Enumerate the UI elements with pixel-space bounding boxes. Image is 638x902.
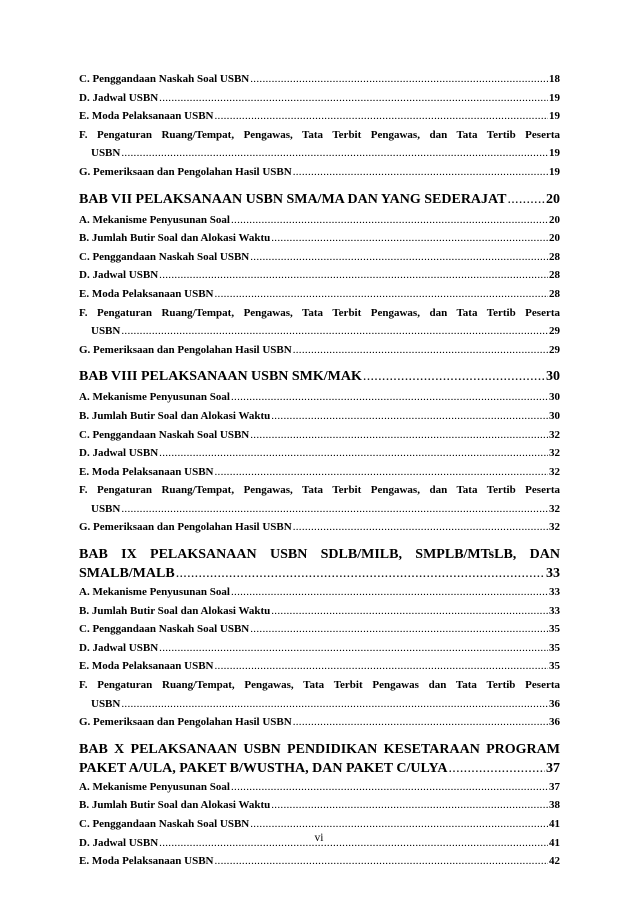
toc-entry-page: 28 (549, 287, 560, 300)
dot-leader (250, 70, 548, 89)
toc-entry-label: F. Pengaturan Ruang/Tempat, Pengawas, Tata Terbit Pengawas, dan Tata Tertib Peserta (79, 306, 560, 319)
dot-leader (214, 852, 548, 871)
dot-leader (293, 518, 548, 537)
chapter-page: 30 (546, 369, 560, 385)
toc-entry-label: C. Penggandaan Naskah Soal USBN (79, 623, 250, 636)
chapter-page: 33 (546, 566, 560, 582)
toc-entry-label: F. Pengaturan Ruang/Tempat, Pengawas, Tata Terbit Pengawas, dan Tata Tertib Peserta (79, 484, 560, 497)
toc-entry[interactable] (79, 341, 560, 360)
dot-leader (121, 695, 548, 714)
dot-leader (271, 229, 548, 248)
toc-entry-wrapped[interactable] (79, 126, 560, 163)
table-of-contents (79, 70, 560, 871)
chapter-title: BAB X PELAKSANAAN USBN PENDIDIKAN KESETARAAN PROGRAM (79, 741, 560, 757)
toc-entry-page: 19 (549, 147, 560, 160)
dot-leader (271, 407, 548, 426)
toc-entry-page: 30 (549, 409, 560, 422)
toc-entry-wrapped[interactable] (79, 304, 560, 341)
toc-entry-page: 32 (549, 428, 560, 441)
toc-entry-page: 41 (549, 836, 560, 849)
toc-entry-label: A. Mekanisme Penyusunan Soal (79, 780, 230, 793)
toc-entry-label: B. Jumlah Butir Soal dan Alokasi Waktu (79, 409, 271, 422)
dot-leader (121, 500, 548, 519)
toc-entry[interactable] (79, 713, 560, 732)
toc-entry-page: 20 (549, 213, 560, 226)
toc-entry[interactable] (79, 518, 560, 537)
dot-leader (293, 713, 548, 732)
toc-entry-label: A. Mekanisme Penyusunan Soal (79, 213, 230, 226)
toc-entry-label: B. Jumlah Butir Soal dan Alokasi Waktu (79, 799, 271, 812)
dot-leader (214, 285, 548, 304)
toc-entry-page: 30 (549, 391, 560, 404)
dot-leader (214, 107, 548, 126)
toc-entry[interactable] (79, 657, 560, 676)
dot-leader (159, 444, 548, 463)
toc-entry-wrapped[interactable] (79, 676, 560, 713)
toc-entry-label: C. Penggandaan Naskah Soal USBN (79, 250, 250, 263)
toc-entry[interactable] (79, 778, 560, 797)
toc-entry-label: F. Pengaturan Ruang/Tempat, Pengawas, Tata Terbit Pengawas dan Tata Tertib Peserta (79, 679, 560, 692)
toc-entry-page: 28 (549, 269, 560, 282)
toc-entry-page: 29 (549, 343, 560, 356)
chapter-title: BAB VII PELAKSANAAN USBN SMA/MA DAN YANG SEDERAJAT (79, 191, 507, 207)
toc-entry[interactable] (79, 852, 560, 871)
toc-entry[interactable] (79, 266, 560, 285)
toc-entry[interactable] (79, 602, 560, 621)
dot-leader (507, 190, 545, 209)
toc-entry-label: D. Jadwal USBN (79, 269, 159, 282)
toc-entry-label: C. Penggandaan Naskah Soal USBN (79, 818, 250, 830)
toc-entry[interactable] (79, 70, 560, 89)
toc-entry-page: 33 (549, 604, 560, 617)
toc-entry-page: 28 (549, 250, 560, 263)
toc-entry[interactable] (79, 426, 560, 445)
toc-entry-page: 32 (549, 465, 560, 478)
chapter-page: 20 (546, 191, 560, 207)
dot-leader (250, 426, 548, 445)
toc-entry[interactable] (79, 248, 560, 267)
toc-entry-page: 19 (549, 110, 560, 123)
toc-entry[interactable] (79, 229, 560, 248)
dot-leader (159, 89, 548, 108)
toc-entry-wrapped[interactable] (79, 481, 560, 518)
toc-chapter-bab-vii[interactable] (79, 190, 560, 209)
toc-entry[interactable] (79, 583, 560, 602)
dot-leader (231, 583, 548, 602)
toc-entry-page: 41 (549, 818, 560, 830)
toc-entry-page: 29 (549, 325, 560, 338)
toc-entry-label: A. Mekanisme Penyusunan Soal (79, 586, 230, 599)
chapter-title: BAB VIII PELAKSANAAN USBN SMK/MAK (79, 369, 362, 385)
toc-entry[interactable] (79, 796, 560, 815)
toc-entry-label: D. Jadwal USBN (79, 836, 159, 849)
toc-entry-label: B. Jumlah Butir Soal dan Alokasi Waktu (79, 232, 271, 245)
dot-leader (448, 759, 545, 778)
toc-entry-label: G. Pemeriksaan dan Pengolahan Hasil USBN (79, 716, 292, 729)
toc-entry-label: G. Pemeriksaan dan Pengolahan Hasil USBN (79, 343, 292, 356)
toc-entry-page: 42 (549, 855, 560, 868)
toc-entry-label: E. Moda Pelaksanaan USBN (79, 660, 214, 673)
dot-leader (231, 778, 548, 797)
toc-entry[interactable] (79, 211, 560, 230)
toc-entry-page: 38 (549, 799, 560, 812)
dot-leader (250, 248, 548, 267)
chapter-title-cont: PAKET A/ULA, PAKET B/WUSTHA, DAN PAKET C/ULYA (79, 760, 448, 776)
toc-entry-label: A. Mekanisme Penyusunan Soal (79, 391, 230, 404)
toc-entry-label: E. Moda Pelaksanaan USBN (79, 855, 214, 868)
toc-entry-label: D. Jadwal USBN (79, 641, 159, 654)
dot-leader (159, 266, 548, 285)
dot-leader (214, 463, 548, 482)
toc-entry-label-cont: USBN (91, 325, 121, 338)
toc-chapter-bab-x[interactable] (79, 740, 560, 778)
toc-entry[interactable] (79, 639, 560, 658)
dot-leader (293, 163, 548, 182)
toc-entry-label: E. Moda Pelaksanaan USBN (79, 110, 214, 123)
toc-entry[interactable] (79, 107, 560, 126)
toc-entry[interactable] (79, 463, 560, 482)
dot-leader (231, 211, 548, 230)
dot-leader (121, 144, 548, 163)
toc-entry-page: 18 (549, 73, 560, 85)
toc-entry-page: 19 (549, 91, 560, 104)
toc-chapter-bab-ix[interactable] (79, 545, 560, 583)
dot-leader (214, 657, 548, 676)
toc-entry-page: 36 (549, 716, 560, 729)
toc-entry-page: 32 (549, 502, 560, 515)
toc-entry[interactable] (79, 89, 560, 108)
dot-leader (363, 367, 545, 386)
dot-leader (159, 639, 548, 658)
toc-entry-page: 37 (549, 780, 560, 793)
toc-entry-label: G. Pemeriksaan dan Pengolahan Hasil USBN (79, 165, 292, 178)
toc-entry-page: 20 (549, 232, 560, 245)
toc-entry[interactable] (79, 620, 560, 639)
chapter-title: BAB IX PELAKSANAAN USBN SDLB/MILB, SMPLB/MTsLB, DAN (79, 547, 560, 563)
dot-leader (231, 388, 548, 407)
toc-entry-page: 19 (549, 165, 560, 178)
dot-leader (250, 815, 548, 834)
toc-entry-label: E. Moda Pelaksanaan USBN (79, 465, 214, 478)
dot-leader (121, 322, 548, 341)
toc-entry-label: B. Jumlah Butir Soal dan Alokasi Waktu (79, 604, 271, 617)
toc-entry-page: 35 (549, 660, 560, 673)
toc-chapter-bab-viii[interactable] (79, 367, 560, 386)
toc-entry[interactable] (79, 163, 560, 182)
toc-entry-page: 35 (549, 623, 560, 636)
toc-entry-page: 36 (549, 697, 560, 710)
toc-entry[interactable] (79, 444, 560, 463)
page-number: vi (314, 832, 324, 844)
dot-leader (271, 796, 548, 815)
toc-entry-page: 32 (549, 521, 560, 534)
chapter-page: 37 (546, 760, 560, 776)
dot-leader (271, 602, 548, 621)
toc-entry-label: G. Pemeriksaan dan Pengolahan Hasil USBN (79, 521, 292, 534)
dot-leader (176, 564, 545, 583)
toc-entry-label-cont: USBN (91, 697, 121, 710)
dot-leader (250, 620, 548, 639)
toc-entry-label: E. Moda Pelaksanaan USBN (79, 287, 214, 300)
toc-entry-label-cont: USBN (91, 147, 121, 160)
toc-entry-page: 33 (549, 586, 560, 599)
chapter-title-cont: SMALB/MALB (79, 566, 175, 582)
toc-entry[interactable] (79, 285, 560, 304)
toc-entry[interactable] (79, 407, 560, 426)
toc-entry-label: C. Penggandaan Naskah Soal USBN (79, 73, 250, 85)
toc-entry-page: 35 (549, 641, 560, 654)
toc-entry-label: D. Jadwal USBN (79, 447, 159, 460)
toc-entry[interactable] (79, 815, 560, 834)
toc-entry-page: 32 (549, 447, 560, 460)
toc-entry-label: F. Pengaturan Ruang/Tempat, Pengawas, Tata Terbit Pengawas, dan Tata Tertib Peserta (79, 128, 560, 141)
dot-leader (293, 341, 548, 360)
toc-entry[interactable] (79, 388, 560, 407)
toc-entry-label: C. Penggandaan Naskah Soal USBN (79, 428, 250, 441)
toc-entry-label: D. Jadwal USBN (79, 91, 159, 104)
toc-entry-label-cont: USBN (91, 502, 121, 515)
